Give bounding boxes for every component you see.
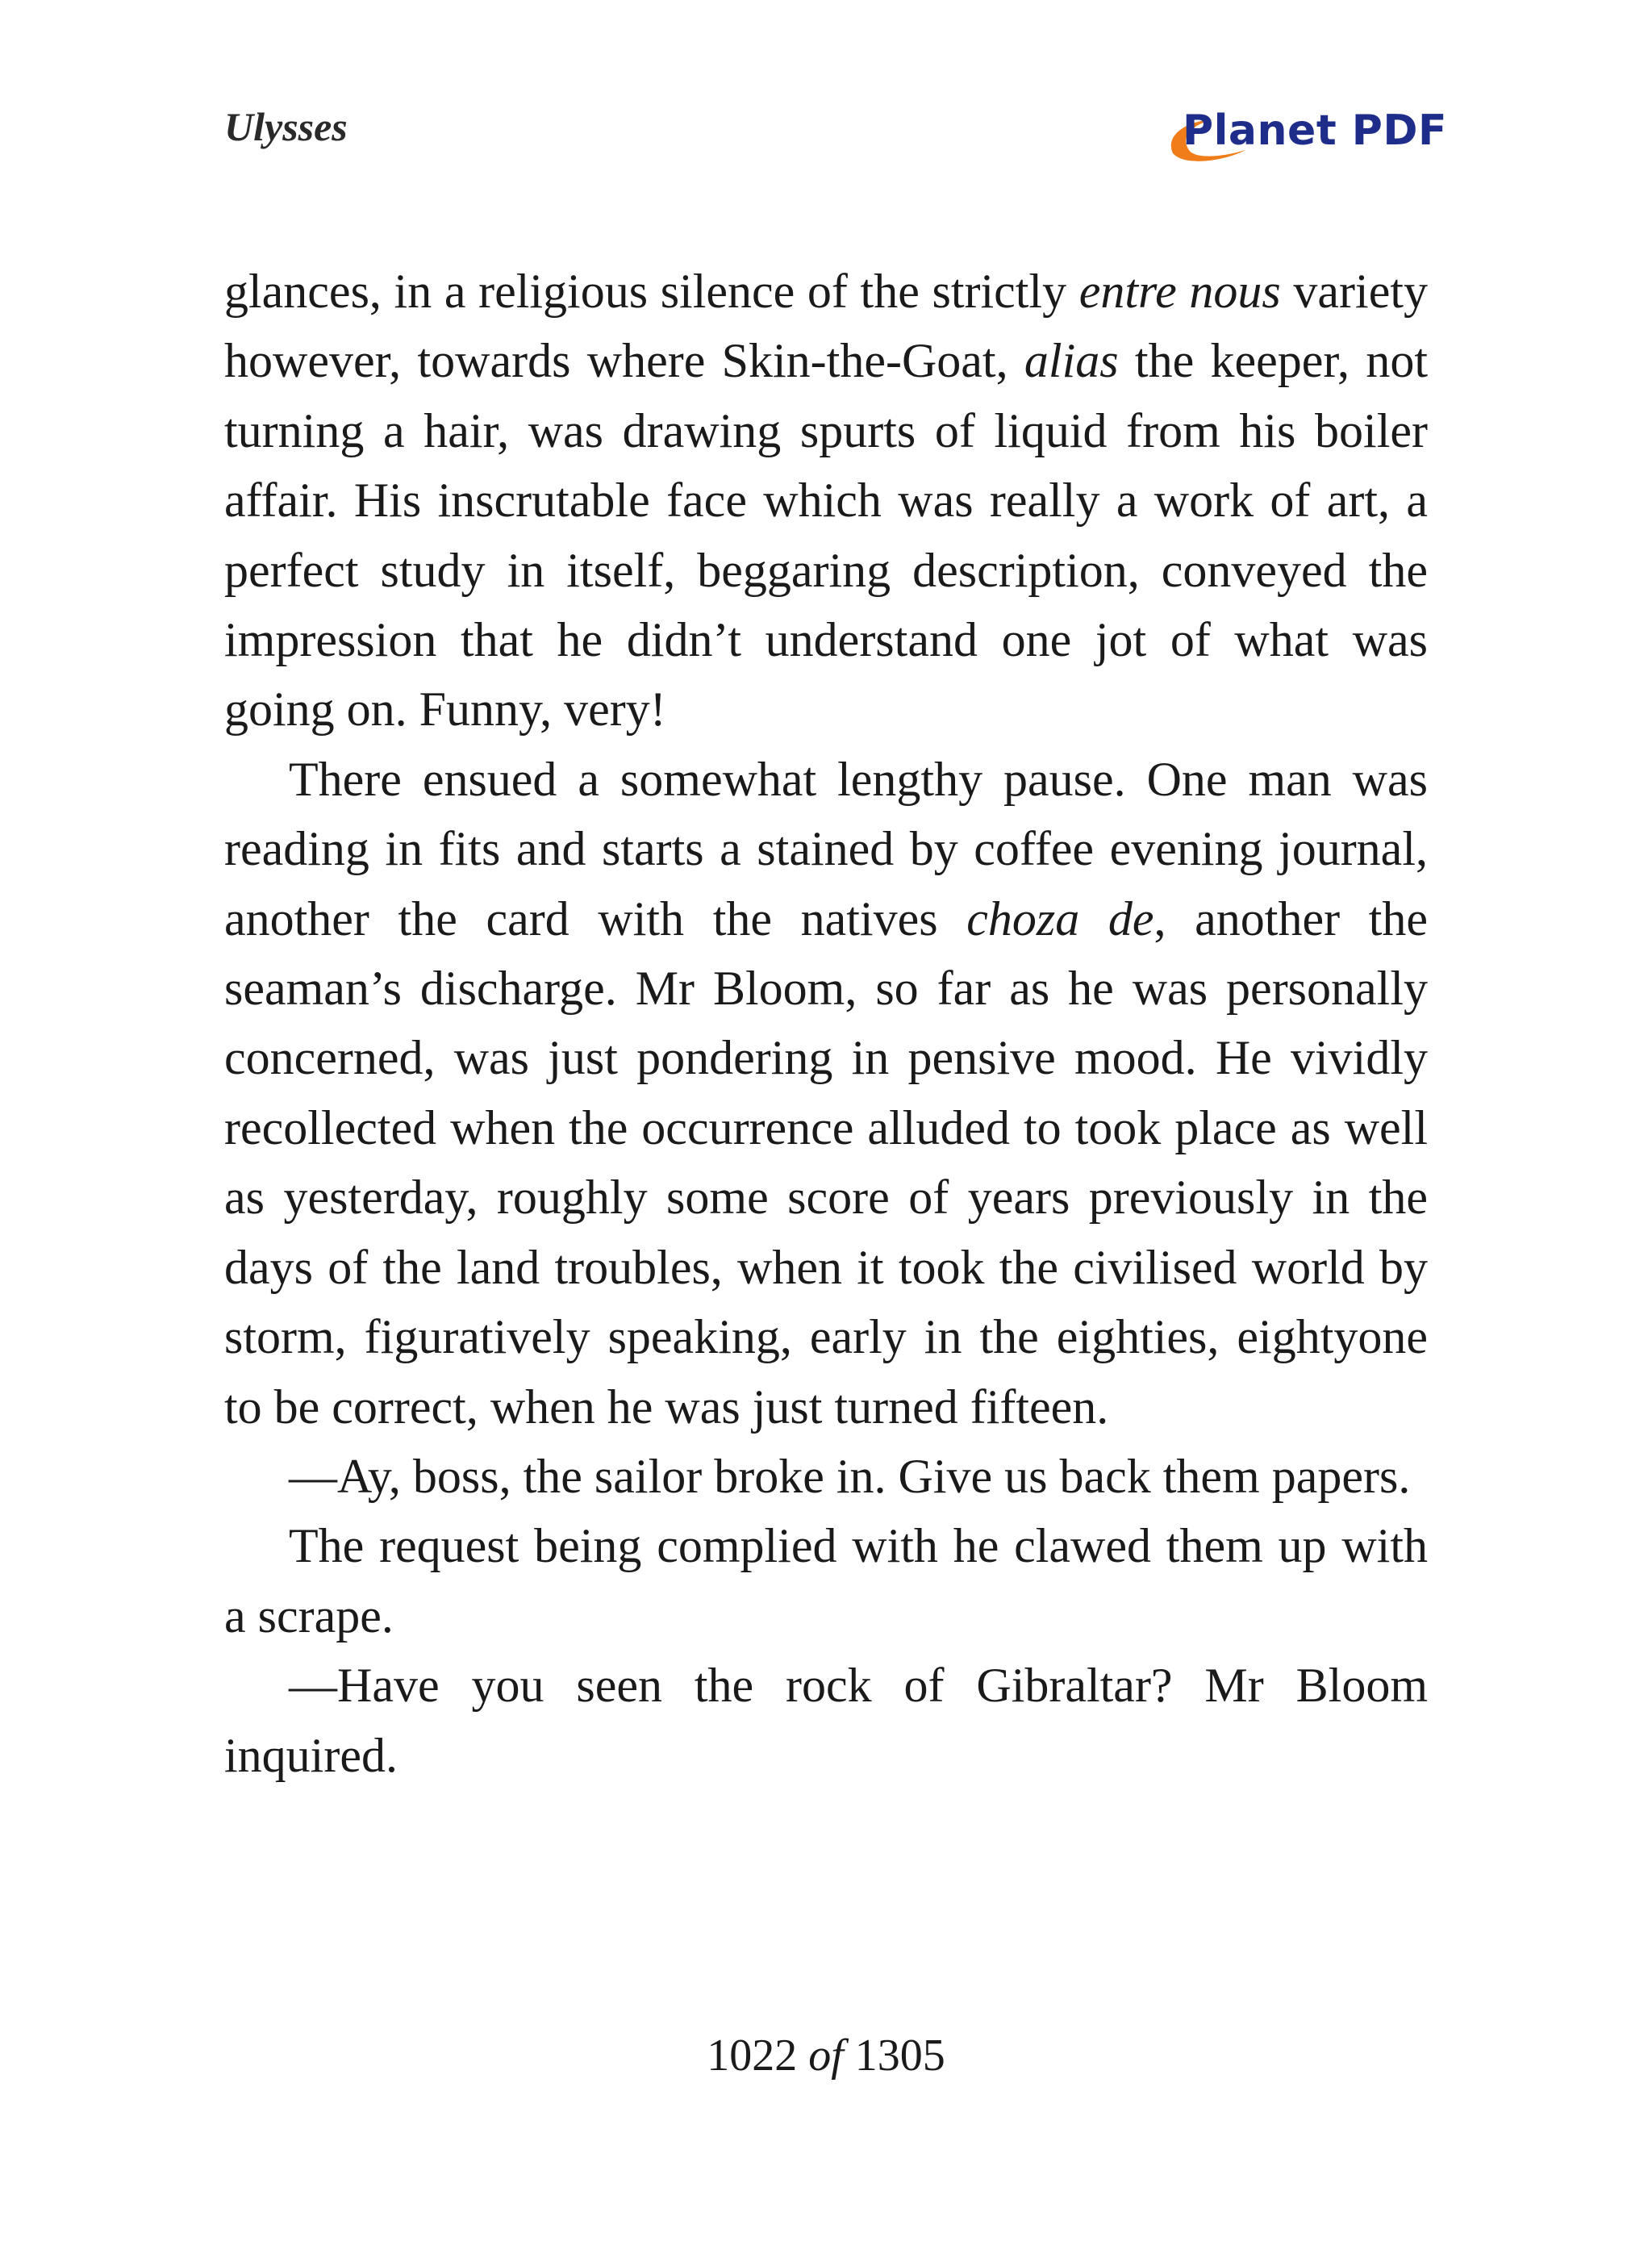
paragraph-3: —Ay, boss, the sailor broke in. Give us back them papers.: [289, 1449, 1411, 1503]
page-number: [0, 2030, 1652, 2081]
current-page: 1022: [707, 2031, 798, 2081]
paragraph-1-text-c: the keeper, not turning a hair, was drawing spurts of liquid from his boiler affair. His inscrutable face which was really a work of art, a perfect study in itself, beggaring description, conveyed the impression that he didn’t understand one jot of what was going on. Funny, very!: [224, 334, 1428, 737]
running-title: Ulysses: [224, 104, 348, 149]
of-label: of: [808, 2031, 844, 2081]
paragraph-2-text-a: There ensued a somewhat lengthy pause. One man was reading in fits and starts a stained by coffee evening journal, another the card with the natives: [224, 752, 1428, 945]
italic-alias: alias: [1024, 334, 1119, 388]
paragraph-1-text-b: variety however, towards where Skin-the-Goat,: [224, 265, 1429, 388]
paragraph-2: [224, 745, 1428, 1442]
paragraph-4: The request being complied with he clawed them up with a scrape.: [224, 1519, 1428, 1642]
planet-pdf-logo: [1162, 103, 1448, 168]
paragraph-1-text-a: glances, in a religious silence of the strictly: [224, 265, 1079, 318]
italic-entre-nous: entre nous: [1078, 265, 1281, 318]
logo-text: Planet PDF: [1183, 106, 1448, 155]
page-body: [224, 257, 1428, 1790]
paragraph-5: —Have you seen the rock of Gibraltar? Mr Bloom inquired.: [224, 1659, 1428, 1782]
total-pages: 1305: [854, 2031, 945, 2081]
italic-choza-de: choza de: [966, 891, 1154, 945]
paragraph-1: [224, 257, 1428, 745]
paragraph-2-text-b: , another the seaman’s discharge. Mr Bloom, so far as he was personally concerned, was just pondering in pensive mood. He vividly recollected when the occurrence alluded to took place as well as yesterday, roughly some score of years previously in the days of the land troubles, when it took the civilised world by storm, figuratively speaking, early in the eighties, eightyone to be correct, when he was just turned fifteen.: [224, 891, 1428, 1434]
